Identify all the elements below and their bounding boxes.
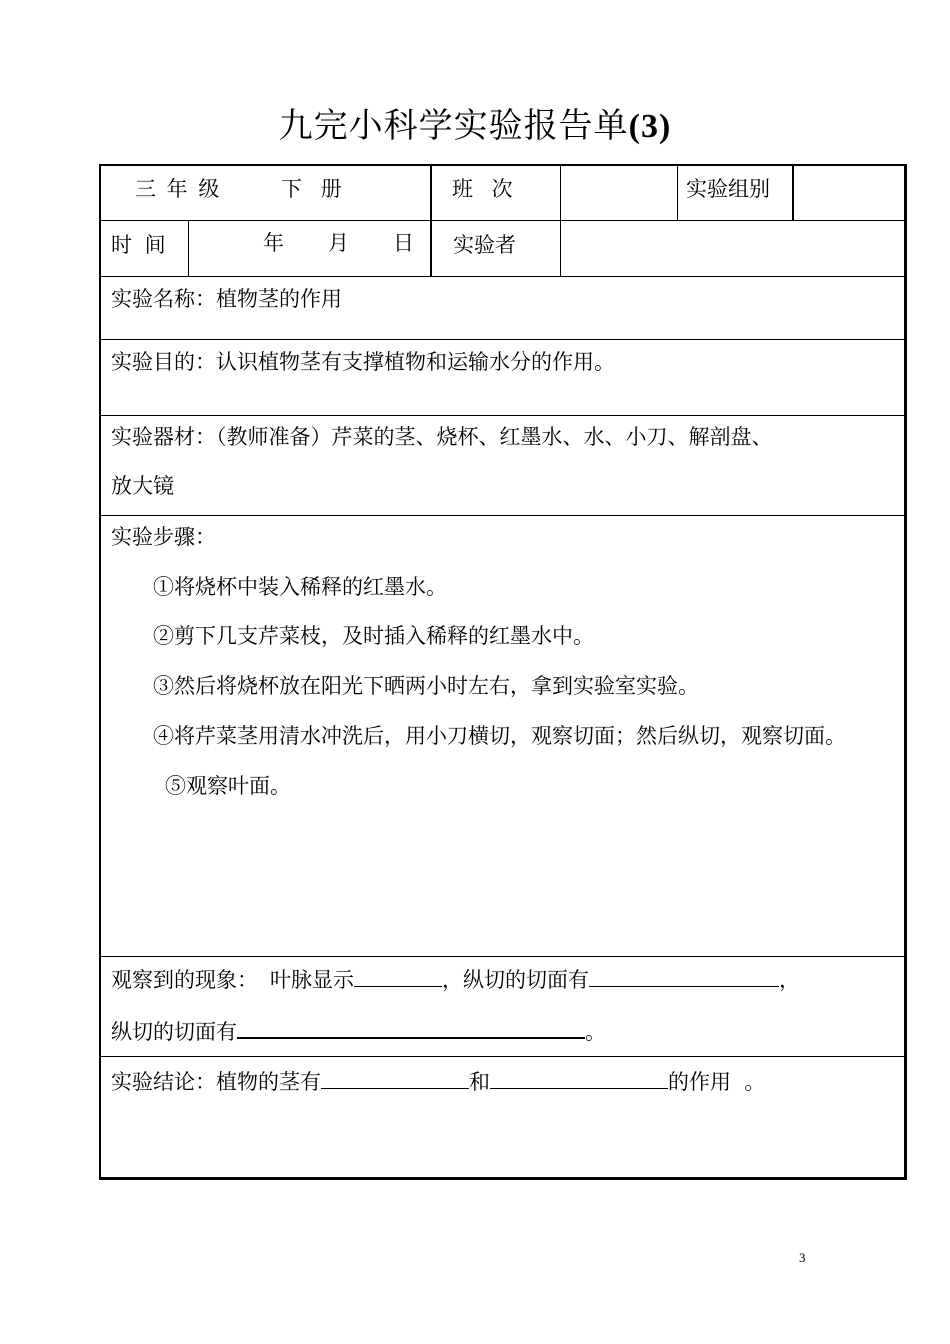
blank-conclusion-1[interactable] — [321, 1066, 469, 1089]
materials-line-1: 实验器材：（教师准备）芹菜的茎、烧杯、红墨水、水、小刀、解剖盘、 — [111, 425, 773, 449]
column-divider — [792, 166, 794, 220]
step-item: ④将芹菜茎用清水冲洗后，用小刀横切，观察切面；然后纵切，观察切面。 — [153, 724, 846, 748]
experimenter-label: 实验者 — [453, 233, 516, 257]
date-day: 日 — [393, 231, 414, 255]
row-divider — [101, 1056, 904, 1057]
blank-section-surface[interactable] — [237, 1015, 585, 1039]
column-divider — [560, 166, 561, 276]
purpose-value: 认识植物茎有支撑植物和运输水分的作用。 — [216, 350, 615, 374]
observation-line-1 — [111, 964, 800, 993]
group-label: 实验组别 — [686, 177, 770, 201]
page-title — [0, 104, 950, 149]
class-label: 班 次 — [452, 177, 519, 201]
row-divider — [101, 515, 904, 516]
time-label: 时 间 — [111, 233, 169, 257]
column-divider — [188, 220, 189, 276]
column-divider — [677, 166, 678, 220]
observation-text: ， — [779, 968, 800, 992]
row-divider — [101, 415, 904, 416]
blank-conclusion-2[interactable] — [490, 1066, 668, 1089]
conclusion-text: 和 — [469, 1070, 490, 1094]
observation-text: 。 — [585, 1020, 606, 1044]
purpose-label: 实验目的： — [111, 350, 216, 374]
materials-line-2: 放大镜 — [111, 474, 174, 498]
row-divider — [101, 339, 904, 340]
experiment-name — [111, 286, 342, 312]
experiment-name-label: 实验名称： — [111, 287, 216, 311]
blank-leaf-vein[interactable] — [354, 964, 442, 987]
date-year: 年 — [263, 231, 284, 255]
conclusion-line — [111, 1066, 765, 1095]
step-item: ③然后将烧杯放在阳光下晒两小时左右，拿到实验室实验。 — [153, 674, 699, 698]
experiment-purpose — [111, 349, 615, 375]
row-divider — [101, 956, 904, 957]
row-divider — [101, 220, 904, 221]
title-main: 九完小科学实验报告单 — [278, 106, 629, 146]
blank-longitudinal-section[interactable] — [589, 964, 779, 987]
conclusion-label: 实验结论： — [111, 1070, 216, 1094]
conclusion-text: 的作用 。 — [668, 1070, 766, 1094]
column-divider — [430, 166, 432, 276]
observation-label: 观察到的现象： — [111, 968, 258, 992]
experiment-name-value: 植物茎的作用 — [216, 287, 342, 311]
observation-line-2 — [111, 1015, 606, 1045]
steps-label: 实验步骤： — [111, 525, 216, 549]
observation-text: 纵切的切面有 — [111, 1020, 237, 1044]
step-item: ②剪下几支芹菜枝，及时插入稀释的红墨水中。 — [153, 624, 594, 648]
date-month: 月 — [328, 231, 349, 255]
volume-label: 下 册 — [281, 177, 348, 201]
observation-text: 叶脉显示 — [270, 968, 354, 992]
row-divider — [101, 276, 904, 277]
step-item: ①将烧杯中装入稀释的红墨水。 — [153, 575, 447, 599]
conclusion-text: 植物的茎有 — [216, 1070, 321, 1094]
observation-text: ，纵切的切面有 — [442, 968, 589, 992]
report-form — [99, 164, 907, 1180]
page-number: 3 — [799, 1250, 806, 1265]
step-item: ⑤观察叶面。 — [165, 774, 291, 798]
title-number: (3) — [628, 108, 672, 145]
grade-label: 三 年 级 — [135, 177, 222, 201]
